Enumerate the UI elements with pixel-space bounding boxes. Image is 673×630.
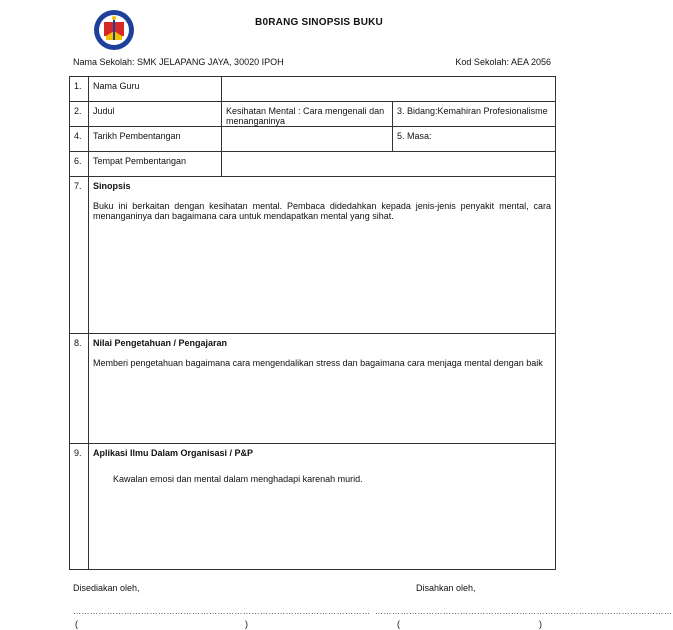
presentation-place-field[interactable] bbox=[222, 152, 556, 177]
row-number: 1. bbox=[70, 77, 89, 102]
section-heading: Aplikasi Ilmu Dalam Organisasi / P&P bbox=[93, 448, 254, 458]
section-heading: Sinopsis bbox=[93, 181, 131, 191]
synopsis-text: Buku ini berkaitan dengan kesihatan mental. Pembaca didedahkan kepada jenis-jenis penyakit mental, cara menanganinya dan bagaimana cara untuk mendapatkan mental yang sihat. bbox=[93, 201, 551, 221]
row-number: 9. bbox=[70, 444, 89, 570]
row-number: 7. bbox=[70, 177, 89, 334]
book-title-field[interactable]: Kesihatan Mental : Cara mengenali dan menanganinya bbox=[222, 102, 393, 127]
row-label: Judul bbox=[89, 102, 222, 127]
row-synopsis bbox=[70, 177, 556, 334]
prepared-name-open-paren: ( bbox=[75, 619, 78, 629]
approved-by-label: Disahkan oleh, bbox=[416, 583, 476, 593]
row-label: Tarikh Pembentangan bbox=[89, 127, 222, 152]
prepared-signature-line[interactable]: …………………………………………………………………………………………… bbox=[73, 607, 371, 616]
school-name: Nama Sekolah: SMK JELAPANG JAYA, 30020 IPOH bbox=[73, 57, 284, 67]
approved-signature-line[interactable]: …………………………………………………………………………………………… bbox=[375, 607, 673, 616]
row-presentation-date bbox=[70, 127, 556, 152]
row-application bbox=[70, 444, 556, 570]
row-number: 8. bbox=[70, 334, 89, 444]
section-heading: Nilai Pengetahuan / Pengajaran bbox=[93, 338, 228, 348]
row-number: 2. bbox=[70, 102, 89, 127]
row-knowledge-value bbox=[70, 334, 556, 444]
school-code: Kod Sekolah: AEA 2056 bbox=[455, 57, 551, 67]
knowledge-value-cell[interactable] bbox=[89, 334, 556, 444]
synopsis-cell[interactable] bbox=[89, 177, 556, 334]
approved-name-open-paren: ( bbox=[397, 619, 400, 629]
form-title: B0RANG SINOPSIS BUKU bbox=[255, 17, 383, 28]
teacher-name-field[interactable] bbox=[222, 77, 556, 102]
prepared-by-label: Disediakan oleh, bbox=[73, 583, 140, 593]
approved-name-close-paren: ) bbox=[539, 619, 542, 629]
row-number: 6. bbox=[70, 152, 89, 177]
row-number: 4. bbox=[70, 127, 89, 152]
field-area-cell[interactable]: 3. Bidang:Kemahiran Profesionalisme bbox=[393, 102, 556, 127]
time-cell[interactable]: 5. Masa: bbox=[393, 127, 556, 152]
presentation-date-field[interactable] bbox=[222, 127, 393, 152]
application-cell[interactable] bbox=[89, 444, 556, 570]
row-teacher-name bbox=[70, 77, 556, 102]
row-label: Tempat Pembentangan bbox=[89, 152, 222, 177]
row-label: Nama Guru bbox=[89, 77, 222, 102]
application-text: Kawalan emosi dan mental dalam menghadapi karenah murid. bbox=[113, 474, 363, 484]
prepared-name-close-paren: ) bbox=[245, 619, 248, 629]
school-crest-icon bbox=[93, 9, 135, 51]
knowledge-value-text: Memberi pengetahuan bagaimana cara mengendalikan stress dan bagaimana cara menjaga mental dengan baik bbox=[93, 358, 543, 368]
synopsis-form-table bbox=[69, 76, 556, 570]
row-title bbox=[70, 102, 556, 127]
row-presentation-place bbox=[70, 152, 556, 177]
